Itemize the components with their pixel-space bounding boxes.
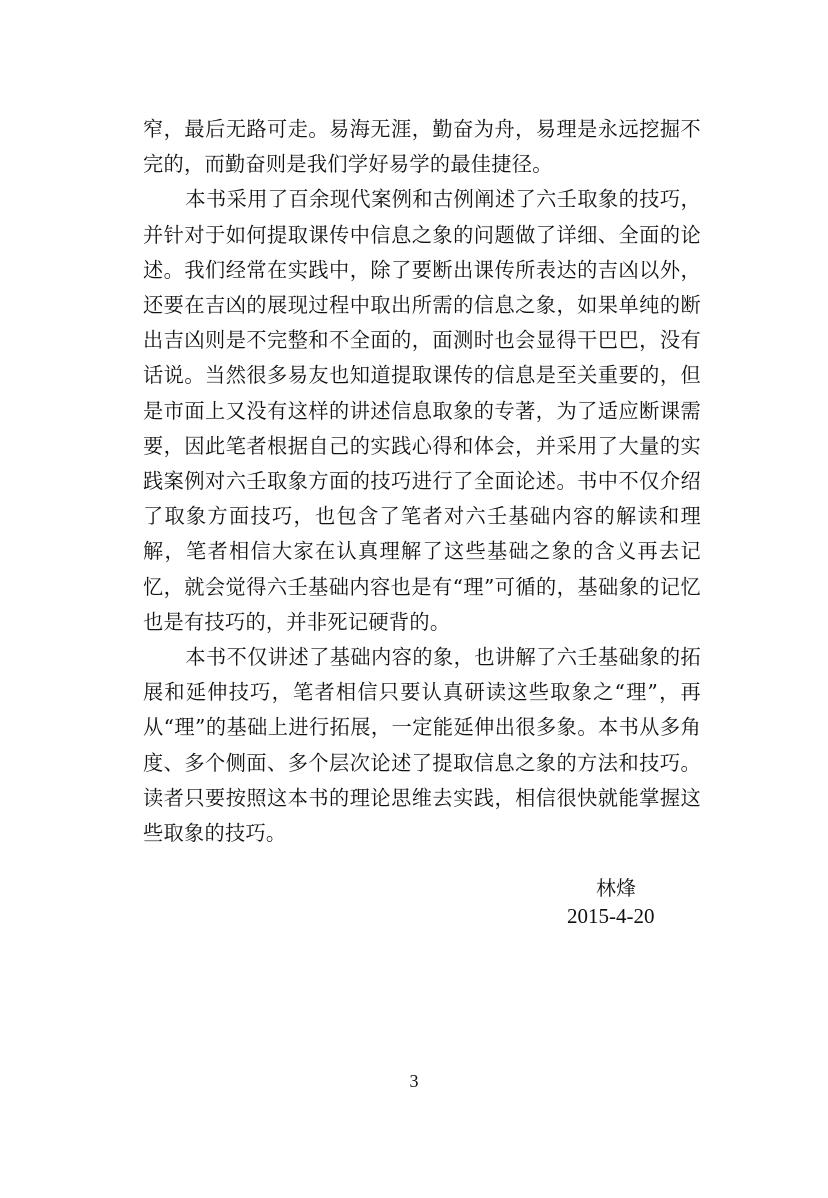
paragraph-book-overview: 本书采用了百余现代案例和古例阐述了六壬取象的技巧，并针对于如何提取课传中信息之象的问题做了详细、全面的论述。我们经常在实践中，除了要断出课传所表达的吉凶以外，还要在吉凶的展现过程中取出所需的信息之象，如果单纯的断出吉凶则是不完整和不全面的，面测时也会显得干巴巴，没有话说。当然很多易友也知道提取课传的信息是至关重要的，但是市面上又没有这样的讲述信息取象的专著，为了适应断课需要，因此笔者根据自己的实践心得和体会，并采用了大量的实践案例对六壬取象方面的技巧进行了全面论述。书中不仅介绍了取象方面技巧，也包含了笔者对六壬基础内容的解读和理解，笔者相信大家在认真理解了这些基础之象的含义再去记忆，就会觉得六壬基础内容也是有“理”可循的，基础象的记忆也是有技巧的，并非死记硬背的。 — [143, 187, 701, 634]
author-signature: 林烽 — [596, 876, 636, 900]
paragraph-book-scope: 本书不仅讲述了基础内容的象，也讲解了六壬基础象的拓展和延伸技巧，笔者相信只要认真研读这些取象之“理”，再从“理”的基础上进行拓展，一定能延伸出很多象。本书从多角度、多个侧面、多个层次论述了提取信息之象的方法和技巧。读者只要按照这本书的理论思维去实践，相信很快就能掌握这些取象的技巧。 — [143, 645, 701, 846]
paragraph-continuation: 窄，最后无路可走。易海无涯，勤奋为舟，易理是永远挖掘不完的，而勤奋则是我们学好易学的最佳捷径。 — [143, 117, 701, 177]
signature-date: 2015-4-20 — [567, 904, 655, 928]
body-text — [143, 112, 701, 851]
page-number: 3 — [409, 1071, 419, 1091]
